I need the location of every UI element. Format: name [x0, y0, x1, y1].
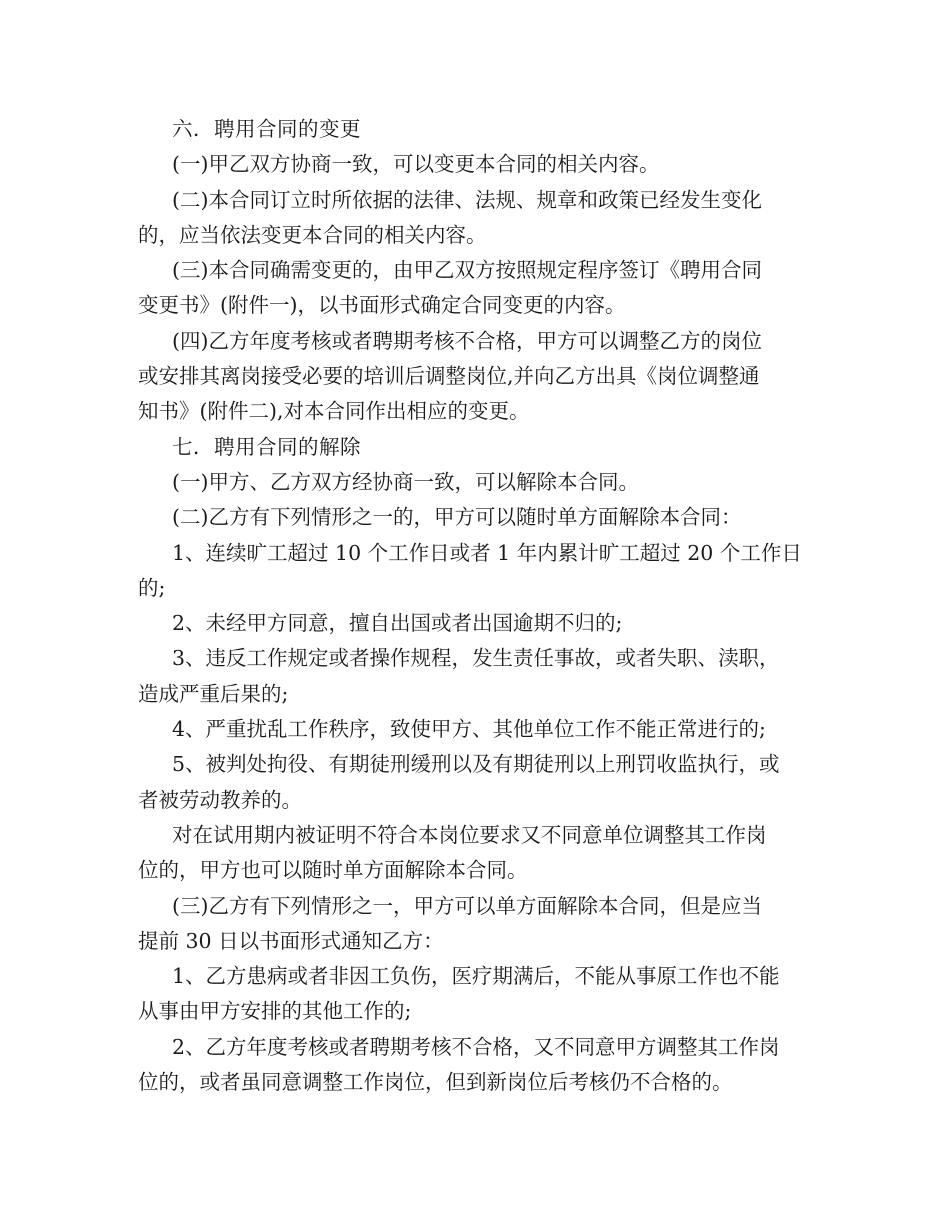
section-heading: 七．聘用合同的解除: [172, 434, 361, 459]
text-line: 1、乙方患病或者非因工负伤，医疗期满后，不能从事原工作也不能: [172, 964, 780, 989]
text-line: (一)甲乙双方协商一致，可以变更本合同的相关内容。: [172, 152, 660, 177]
text-line: 的;: [138, 575, 166, 600]
text-line: 变更书》(附件一)，以书面形式确定合同变更的内容。: [138, 293, 626, 318]
section-heading: 六．聘用合同的变更: [172, 117, 361, 141]
text-line: (四)乙方年度考核或者聘期考核不合格，甲方可以调整乙方的岗位: [172, 328, 762, 353]
text-line: (二)本合同订立时所依据的法律、法规、规章和政策已经发生变化: [172, 187, 762, 212]
text-line: 2、未经甲方同意，擅自出国或者出国逾期不归的;: [172, 611, 623, 636]
document-body: [138, 112, 813, 1100]
text-line: (二)乙方有下列情形之一的，甲方可以随时单方面解除本合同：: [172, 505, 742, 530]
text-line: (一)甲方、乙方双方经协商一致，可以解除本合同。: [172, 469, 639, 494]
text-line: 位的，甲方也可以随时单方面解除本合同。: [138, 858, 528, 883]
text-line: 的，应当依法变更本合同的相关内容。: [138, 222, 487, 247]
text-line: 知书》(附件二),对本合同作出相应的变更。: [138, 399, 530, 424]
text-line: 5、被判处拘役、有期徒刑缓刑以及有期徒刑以上刑罚收监执行，或: [172, 752, 780, 777]
text-line: 位的，或者虽同意调整工作岗位，但到新岗位后考核仍不合格的。: [138, 1070, 733, 1095]
text-line: 提前 30 日以书面形式通知乙方：: [138, 928, 444, 953]
text-line: (三)本合同确需变更的，由甲乙双方按照规定程序签订《聘用合同: [172, 258, 762, 283]
text-line: 2、乙方年度考核或者聘期考核不合格，又不同意甲方调整其工作岗: [172, 1034, 780, 1059]
text-line: (三)乙方有下列情形之一，甲方可以单方面解除本合同，但是应当: [172, 893, 762, 918]
text-line: 者被劳动教养的。: [138, 787, 302, 812]
text-line: 从事由甲方安排的其他工作的;: [138, 999, 412, 1024]
text-line: 1、连续旷工超过 10 个工作日或者 1 年内累计旷工超过 20 个工作日: [172, 540, 802, 565]
text-line: 造成严重后果的;: [138, 681, 289, 706]
text-line: 4、严重扰乱工作秩序，致使甲方、其他单位工作不能正常进行的;: [172, 717, 766, 742]
text-line: 3、违反工作规定或者操作规程，发生责任事故，或者失职、渎职，: [172, 646, 780, 671]
text-line: 对在试用期内被证明不符合本岗位要求又不同意单位调整其工作岗: [172, 822, 767, 847]
document-page: [138, 112, 813, 1100]
text-line: 或安排其离岗接受必要的培训后调整岗位,并向乙方出具《岗位调整通: [138, 364, 760, 389]
